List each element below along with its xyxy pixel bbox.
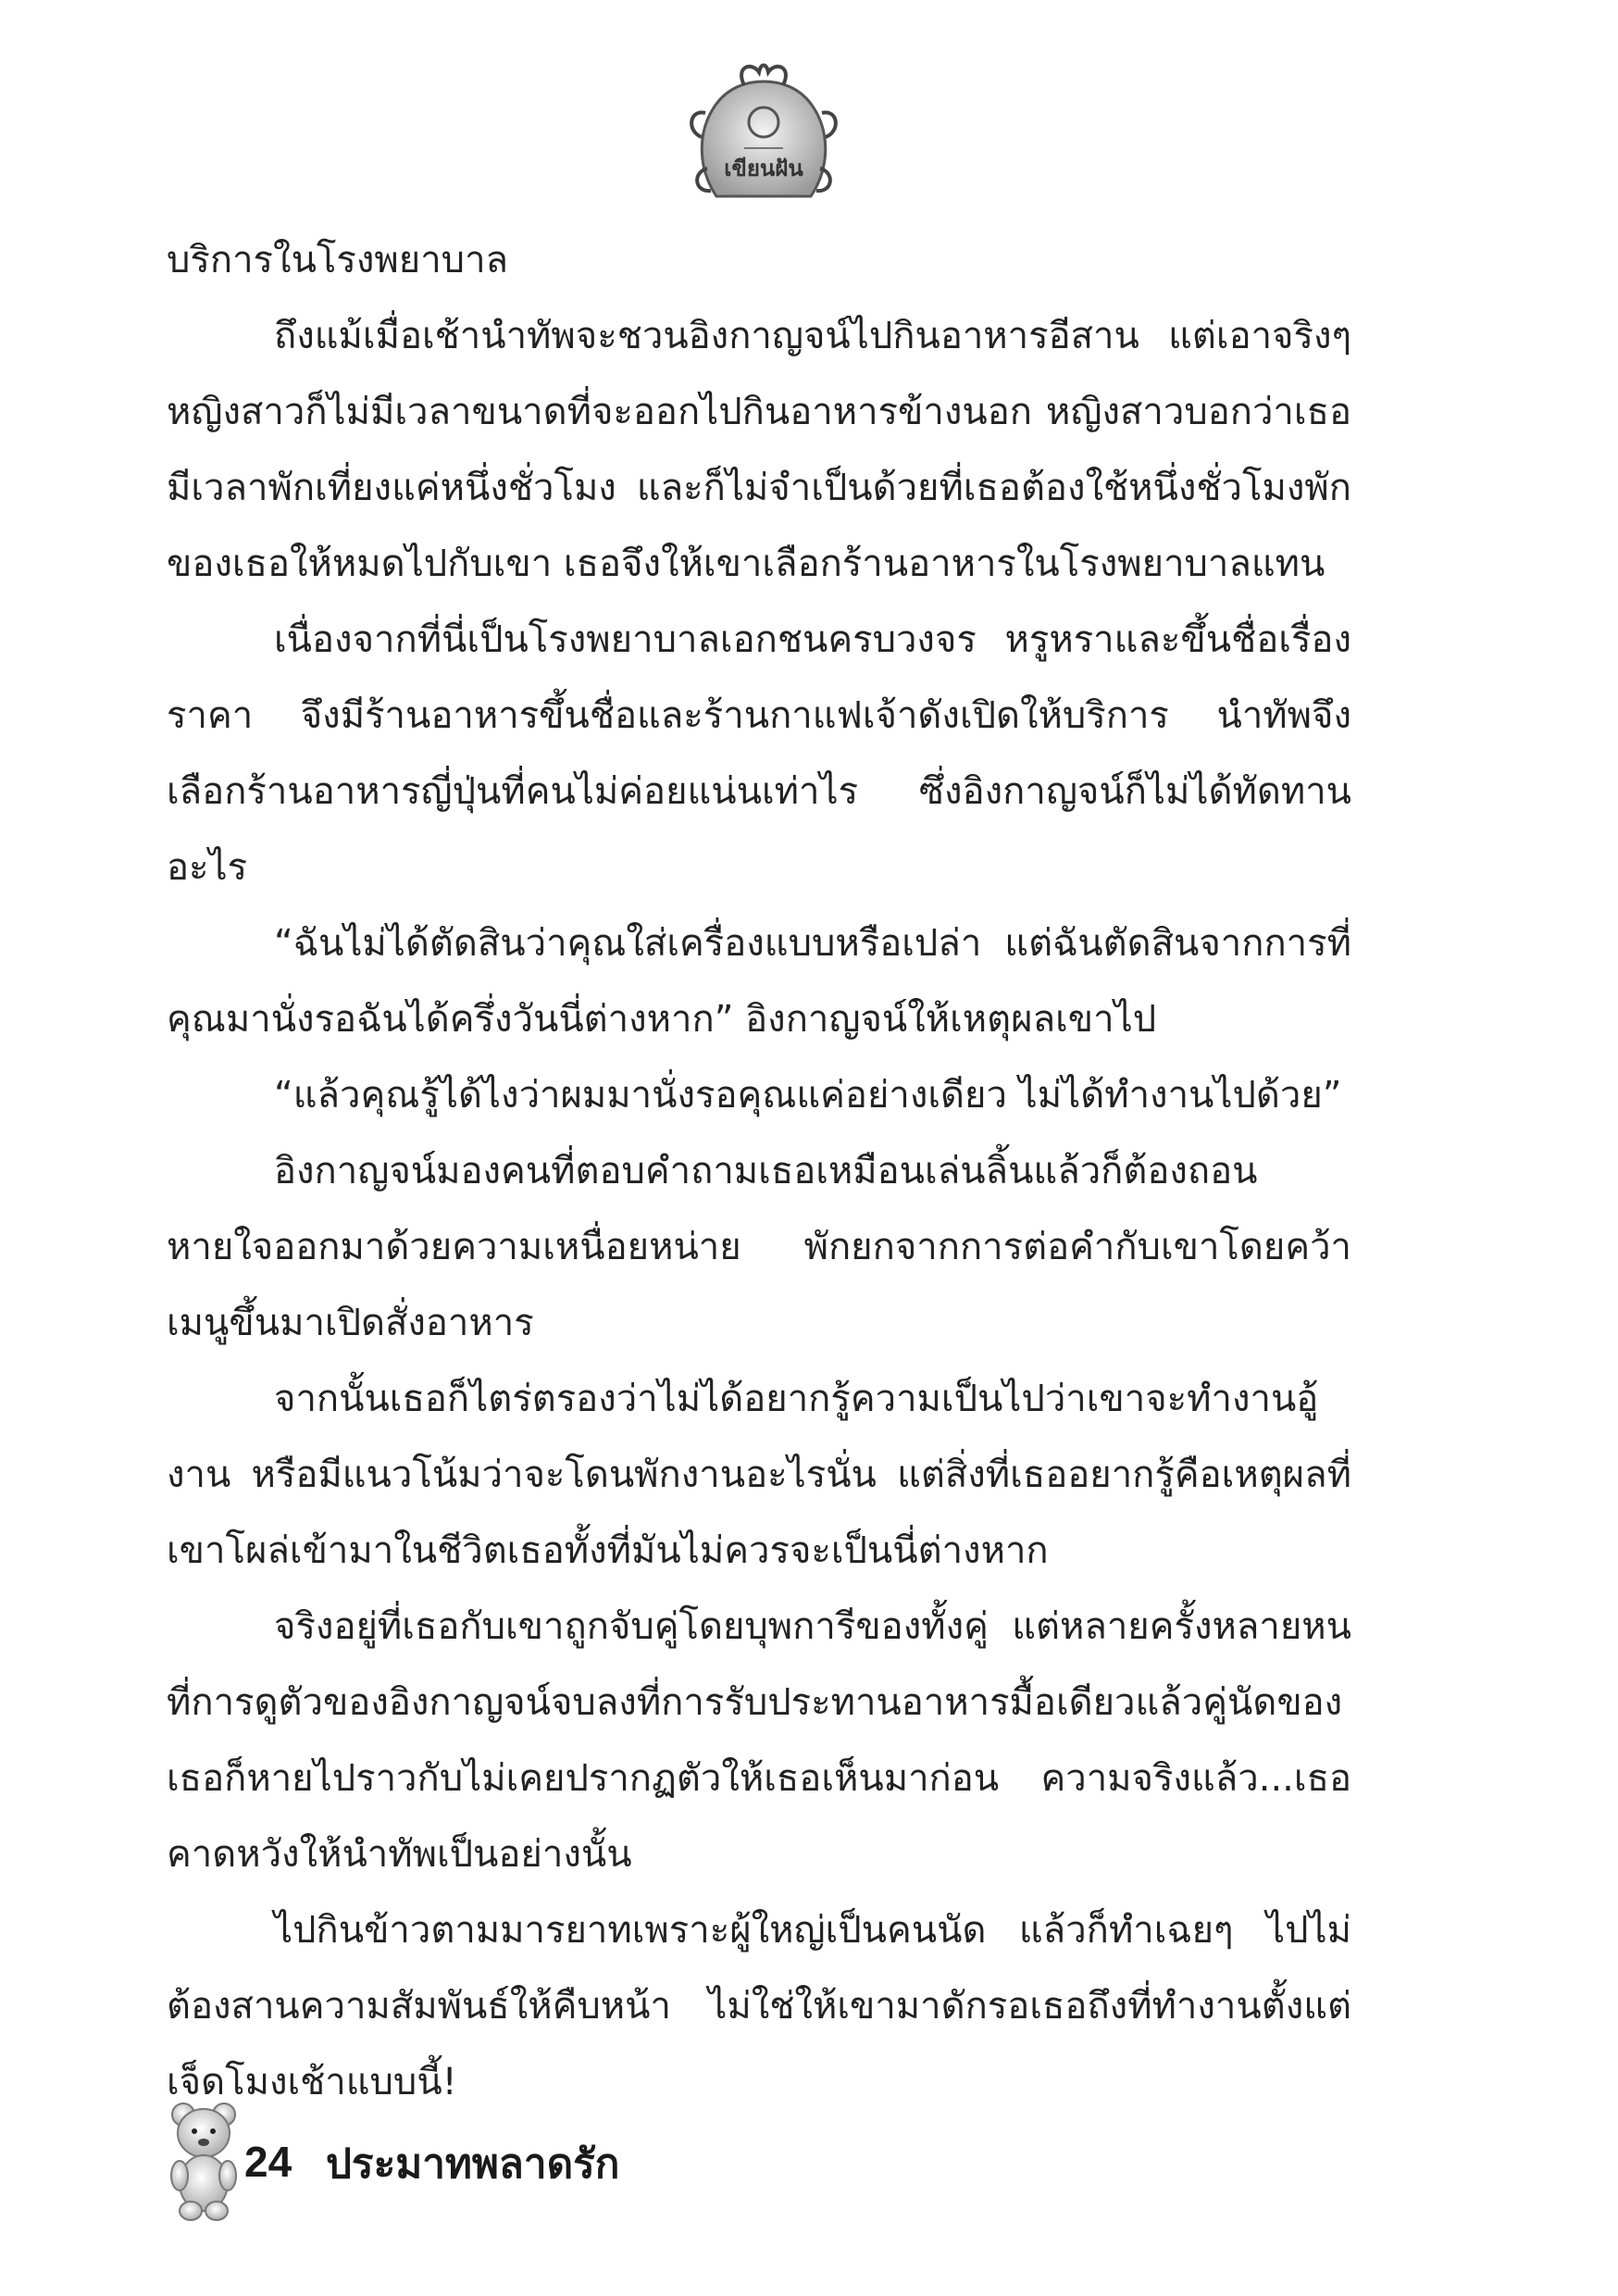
teddy-bear-icon [167,2094,244,2224]
paragraph-4: “ฉันไม่ได้ตัดสินว่าคุณใส่เครื่องแบบหรือเปล่า แต่ฉันตัดสินจากการที่คุณมานั่งรอฉันได้ครึ่งวันนี่ต่างหาก” อิงกาญจน์ให้เหตุผลเขาไป [167,922,1351,1041]
page-footer [167,2094,907,2224]
paragraph-1: บริการในโรงพยาบาล [167,239,509,281]
paragraph-5: “แล้วคุณรู้ได้ไงว่าผมมานั่งรอคุณแค่อย่างเดียว ไม่ได้ทำงานไปด้วย” [274,1074,1342,1117]
paragraph-3: เนื่องจากที่นี่เป็นโรงพยาบาลเอกชนครบวงจร หรูหราและขึ้นชื่อเรื่องราคา จึงมีร้านอาหารขึ้นชื่อและร้านกาแฟเจ้าดังเปิดให้บริการ นำทัพจึงเลือกร้านอาหารญี่ปุ่นที่คนไม่ค่อยแน่นเท่าไร ซึ่งอิงกาญจน์ก็ไม่ได้ทัดทานอะไร [167,618,1351,889]
page-number: 24 [244,2138,292,2186]
publisher-logo [679,57,848,206]
body-text [167,222,1351,2120]
paragraph-2: ถึงแม้เมื่อเช้านำทัพจะชวนอิงกาญจน์ไปกินอาหารอีสาน แต่เอาจริงๆ หญิงสาวก็ไม่มีเวลาขนาดที่จะออกไปกินอาหารข้างนอก หญิงสาวบอกว่าเธอมีเวลาพักเที่ยงแค่หนึ่งชั่วโมง และก็ไม่จำเป็นด้วยที่เธอต้องใช้หนึ่งชั่วโมงพักของเธอให้หมดไปกับเขา เธอจึงให้เขาเลือกร้านอาหารในโรงพยาบาลแทน [167,315,1351,585]
logo-text: เขียนฝัน [724,156,803,181]
paragraph-9: ไปกินข้าวตามมารยาทเพราะผู้ใหญ่เป็นคนนัด แล้วก็ทำเฉยๆ ไปไม่ต้องสานความสัมพันธ์ให้คืบหน้า ไม่ใช่ให้เขามาดักรอเธอถึงที่ทำงานตั้งแต่เจ็ดโมงเช้าแบบนี้! [167,1909,1351,2103]
paragraph-8: จริงอยู่ที่เธอกับเขาถูกจับคู่โดยบุพการีของทั้งคู่ แต่หลายครั้งหลายหนที่การดูตัวของอิงกาญจน์จบลงที่การรับประทานอาหารมื้อเดียวแล้วคู่นัดของเธอก็หายไปราวกับไม่เคยปรากฏตัวให้เธอเห็นมาก่อน ความจริงแล้ว...เธอคาดหวังให้นำทัพเป็นอย่างนั้น [167,1605,1351,1876]
ornament-logo-icon [679,57,848,206]
book-title: ประมาทพลาดรัก [326,2140,620,2188]
paragraph-7: จากนั้นเธอก็ไตร่ตรองว่าไม่ได้อยากรู้ความเป็นไปว่าเขาจะทำงานอู้งาน หรือมีแนวโน้มว่าจะโดนพักงานอะไรนั่น แต่สิ่งที่เธออยากรู้คือเหตุผลที่เขาโผล่เข้ามาในชีวิตเธอทั้งที่มันไม่ควรจะเป็นนี่ต่างหาก [167,1378,1351,1572]
paragraph-6: อิงกาญจน์มองคนที่ตอบคำถามเธอเหมือนเล่นลิ้นแล้วก็ต้องถอนหายใจออกมาด้วยความเหนื่อยหน่าย พักยกจากการต่อคำกับเขาโดยคว้าเมนูขึ้นมาเปิดสั่งอาหาร [167,1150,1351,1344]
